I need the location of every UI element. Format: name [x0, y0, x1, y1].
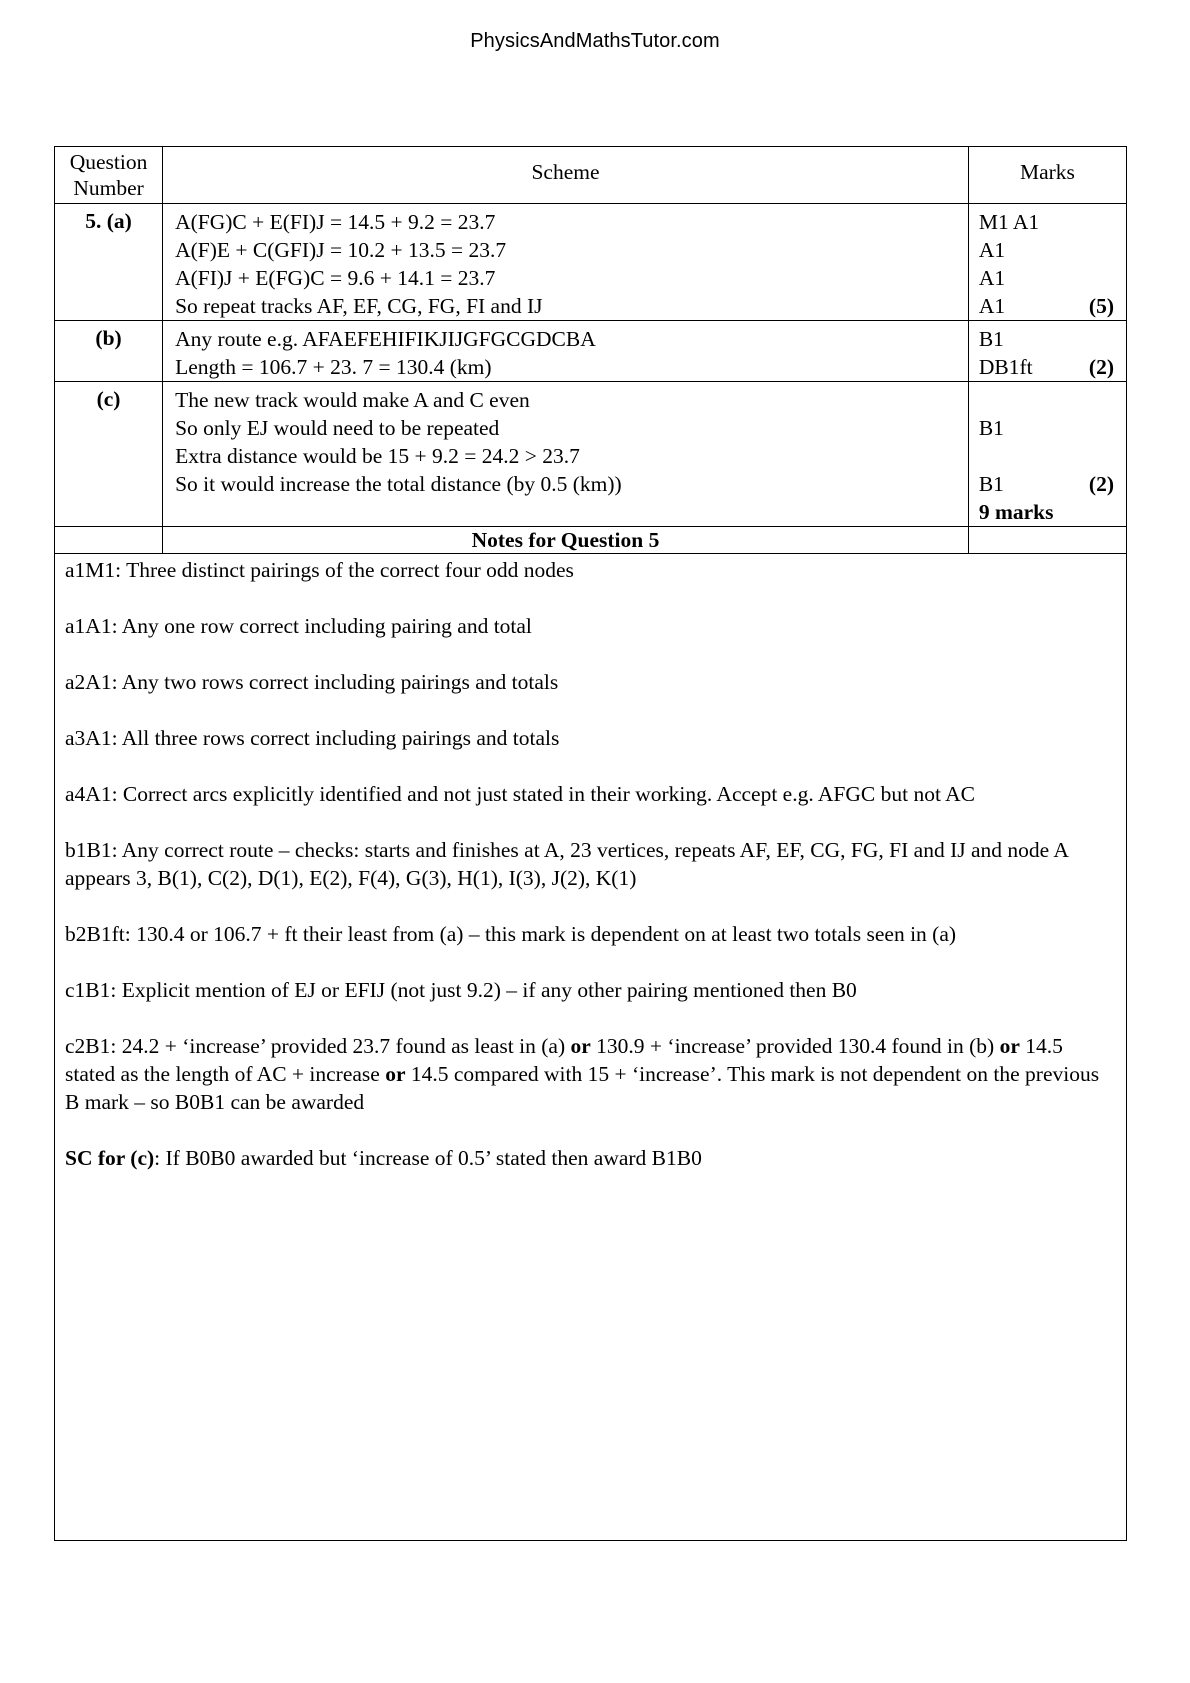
scheme-line: A(FI)J + E(FG)C = 9.6 + 14.1 = 23.7	[175, 266, 496, 290]
notes-title-row	[55, 527, 1127, 554]
scheme-line: So repeat tracks AF, EF, CG, FG, FI and IJ	[175, 294, 543, 318]
mark-scheme-table	[54, 146, 1127, 1541]
notes-title: Notes for Question 5	[163, 527, 969, 554]
note-b2B1ft: b2B1ft: 130.4 or 106.7 + ft their least from (a) – this mark is dependent on at least two totals seen in (a)	[65, 922, 957, 946]
mark-code: DB1ft	[978, 355, 1033, 379]
notes-row	[55, 554, 1127, 1541]
question-number-header: Question Number	[55, 147, 163, 204]
note-c1B1: c1B1: Explicit mention of EJ or EFIJ (not just 9.2) – if any other pairing mentioned then B0	[65, 978, 857, 1002]
scheme-header: Scheme	[163, 147, 969, 204]
scheme-line: Any route e.g. AFAEFEHIFIKJIJGFGCGDCBA	[175, 327, 596, 351]
note-a1M1: a1M1: Three distinct pairings of the correct four odd nodes	[65, 558, 574, 582]
scheme-line: So it would increase the total distance (by 0.5 (km))	[175, 472, 622, 496]
table-row	[55, 204, 1127, 321]
mark-code: A1	[978, 238, 1006, 262]
question-number-5c: (c)	[55, 382, 163, 527]
note-c2B1: c2B1: 24.2 + ‘increase’ provided 23.7 found as least in (a) or 130.9 + ‘increase’ provided 130.4 found in (b) or 14.5 stated as the length of AC + increase or 14.5 compared with 15 + ‘increase’. This mark is not dependent on the previous B mark – so B0B1 can be awarded	[65, 1034, 1100, 1114]
mark-code: B1	[978, 327, 1004, 351]
site-header: PhysicsAndMathsTutor.com	[470, 30, 720, 52]
mark-total: (2)	[1088, 472, 1114, 496]
mark-total: (5)	[1088, 294, 1114, 318]
note-sc-c: SC for (c): If B0B0 awarded but ‘increase of 0.5’ stated then award B1B0	[65, 1146, 702, 1170]
mark-code: B1	[978, 472, 1004, 496]
mark-code: B1	[978, 416, 1004, 440]
marks-5a	[968, 204, 1126, 321]
note-a3A1: a3A1: All three rows correct including pairings and totals	[65, 726, 560, 750]
note-a2A1: a2A1: Any two rows correct including pairings and totals	[65, 670, 559, 694]
question-total-marks: 9 marks	[978, 500, 1054, 524]
question-number-5b: (b)	[55, 321, 163, 382]
table-row	[55, 382, 1127, 527]
mark-code: M1 A1	[978, 210, 1040, 234]
scheme-5c	[163, 382, 969, 527]
mark-total: (2)	[1088, 355, 1114, 379]
question-number-5a: 5. (a)	[55, 204, 163, 321]
note-b1B1: b1B1: Any correct route – checks: starts and finishes at A, 23 vertices, repeats AF, EF, CG, FG, FI and IJ and node A appears 3, B(1), C(2), D(1), E(2), F(4), G(3), H(1), I(3), J(2), K(1)	[65, 838, 1068, 890]
notes-body	[55, 554, 1127, 1541]
scheme-line: A(FG)C + E(FI)J = 14.5 + 9.2 = 23.7	[175, 210, 496, 234]
scheme-line: Extra distance would be 15 + 9.2 = 24.2 > 23.7	[175, 444, 580, 468]
scheme-line: A(F)E + C(GFI)J = 10.2 + 13.5 = 23.7	[175, 238, 507, 262]
table-header-row	[55, 147, 1127, 204]
marks-5b	[968, 321, 1126, 382]
scheme-5b	[163, 321, 969, 382]
marks-5c	[968, 382, 1126, 527]
table-row	[55, 321, 1127, 382]
scheme-line: Length = 106.7 + 23. 7 = 130.4 (km)	[175, 355, 492, 379]
mark-code: A1	[978, 266, 1006, 290]
note-a4A1: a4A1: Correct arcs explicitly identified and not just stated in their working. Accept e.g. AFGC but not AC	[65, 782, 976, 806]
scheme-line: The new track would make A and C even	[175, 388, 530, 412]
note-a1A1: a1A1: Any one row correct including pairing and total	[65, 614, 532, 638]
scheme-5a	[163, 204, 969, 321]
marks-header: Marks	[968, 147, 1126, 204]
mark-code: A1	[978, 294, 1006, 318]
scheme-line: So only EJ would need to be repeated	[175, 416, 500, 440]
